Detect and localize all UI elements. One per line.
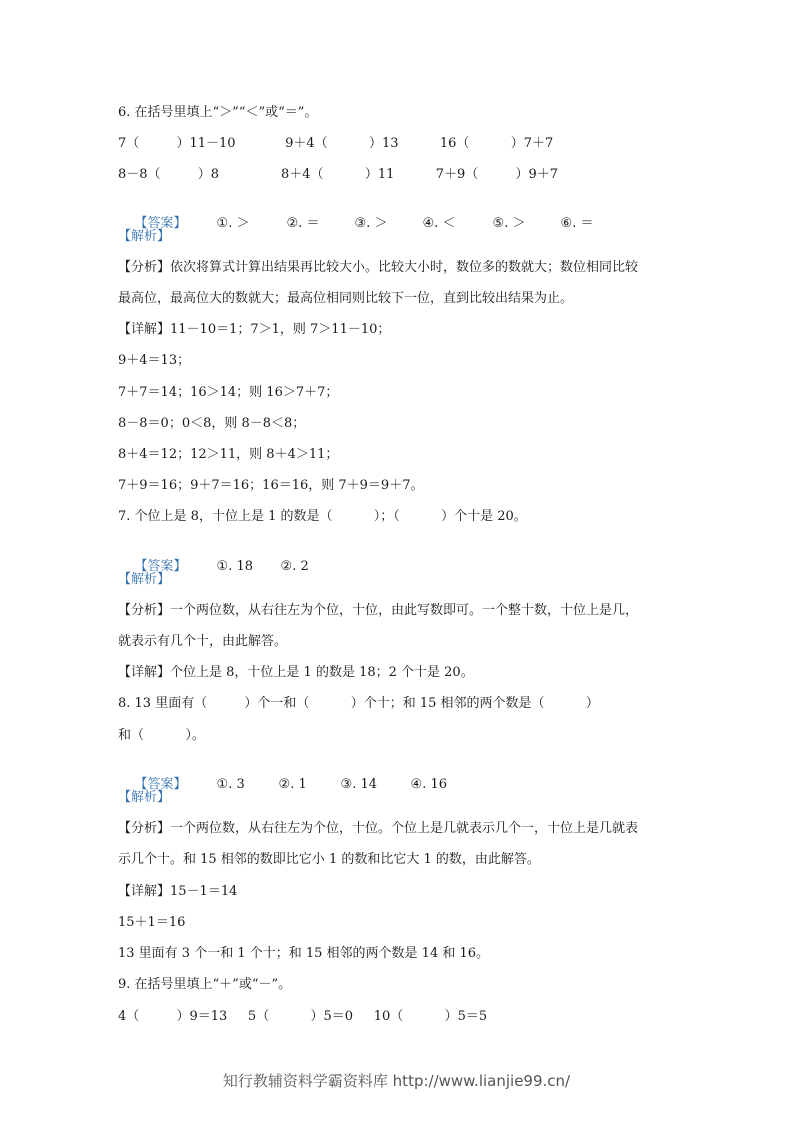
question-6-row-1: 7（ ）11－10 9＋4（ ）13 16（ ）7＋7 (118, 136, 554, 151)
analysis-text: 【分析】一个两位数，从右往左为个位，十位。个位上是几就表示几个一，十位上是几就表 (118, 821, 639, 836)
analysis-text: 示几个十。和 15 相邻的数即比它小 1 的数和比它大 1 的数，由此解答。 (118, 852, 540, 867)
detail-line: 8＋4＝12；12＞11，则 8＋4＞11； (118, 447, 339, 462)
answer-label: 【答案】 (134, 216, 187, 231)
answer-label: 【答案】 (134, 777, 187, 792)
question-9-title: 9. 在括号里填上“＋”或“－”。 (118, 977, 292, 992)
answer-item: ②. 1 (278, 777, 307, 792)
question-6-row-2: 8－8（ ）8 8＋4（ ）11 7＋9（ ）9＋7 (118, 167, 558, 182)
answer-item: ②. ＝ (286, 216, 320, 231)
answer-item: ⑥. ＝ (560, 216, 594, 231)
analysis-text: 就表示有几个十，由此解答。 (118, 634, 288, 649)
detail-line: 8－8＝0；0＜8，则 8－8＜8； (118, 416, 306, 431)
footer-watermark: 知行教辅资料学霸资料库 http://www.lianjie99.cn/ (222, 1072, 571, 1090)
answer-item: ⑤. ＞ (492, 216, 526, 231)
detail-line: 7＋7＝14；16＞14；则 16＞7＋7； (118, 385, 339, 400)
analysis-text: 【分析】一个两位数，从右往左为个位，十位，由此写数即可。一个整十数，十位上是几， (118, 603, 639, 618)
analysis-label: 【解析】 (118, 790, 171, 805)
analysis-text: 最高位，最高位大的数就大；最高位相同则比较下一位，直到比较出结果为止。 (118, 291, 574, 306)
answer-item: ③. 14 (340, 777, 378, 792)
answer-item: ②. 2 (280, 559, 309, 574)
answer-item: ①. ＞ (216, 216, 250, 231)
question-9-row-1: 4（ ）9＝13 5（ ）5＝0 10（ ）5＝5 (118, 1009, 488, 1024)
answer-item: ①. 18 (216, 559, 254, 574)
answer-label: 【答案】 (134, 559, 187, 574)
answer-item: ①. 3 (216, 777, 245, 792)
answer-item: ④. 16 (410, 777, 448, 792)
analysis-label: 【解析】 (118, 229, 171, 244)
detail-line: 【详解】11－10＝1；7＞1，则 7＞11－10； (118, 322, 391, 337)
answer-item: ③. ＞ (354, 216, 388, 231)
answer-row-6 (118, 197, 593, 251)
question-7-title: 7. 个位上是 8，十位上是 1 的数是（ ）；（ ）个十是 20。 (118, 509, 527, 524)
analysis-label: 【解析】 (118, 572, 171, 587)
answer-item: ④. ＜ (422, 216, 456, 231)
detail-line: 13 里面有 3 个一和 1 个十；和 15 相邻的两个数是 14 和 16。 (118, 946, 490, 961)
detail-line: 9＋4＝13； (118, 353, 191, 368)
question-8-title: 8. 13 里面有（ ）个一和（ ）个十；和 15 相邻的两个数是（ ） (118, 696, 599, 711)
analysis-text: 【分析】依次将算式计算出结果再比较大小。比较大小时，数位多的数就大；数位相同比较 (118, 260, 639, 275)
detail-line: 【详解】15－1＝14 (118, 884, 238, 899)
detail-line: 【详解】个位上是 8，十位上是 1 的数是 18；2 个十是 20。 (118, 665, 474, 680)
detail-line: 7＋9＝16；9＋7＝16；16＝16，则 7＋9＝9＋7。 (118, 478, 424, 493)
question-8-title-cont: 和（ ）。 (118, 728, 205, 743)
detail-line: 15＋1＝16 (118, 915, 186, 930)
question-6-title: 6. 在括号里填上“＞”“＜”或“＝”。 (118, 105, 318, 120)
